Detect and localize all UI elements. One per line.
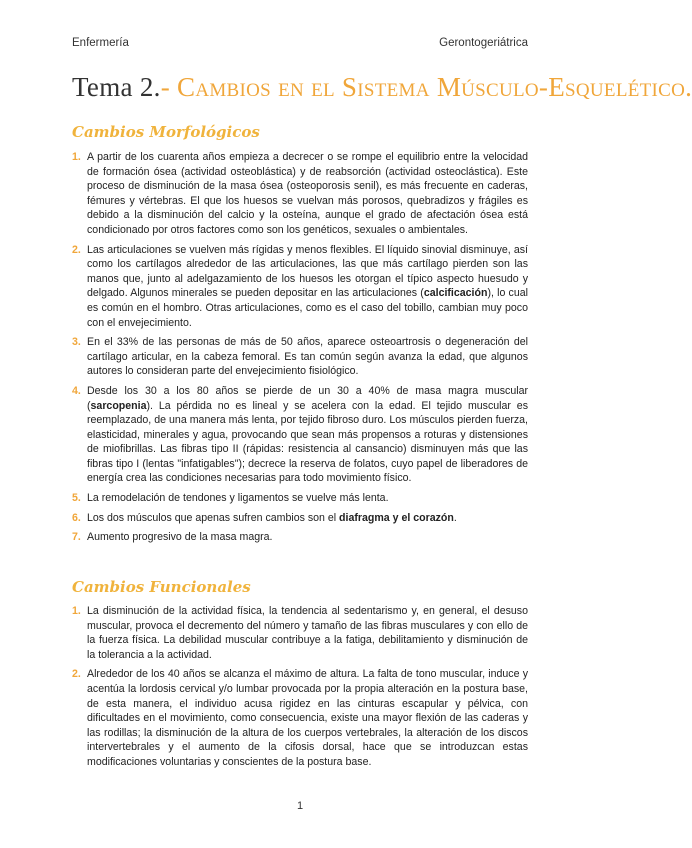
section-heading-funcionales: Cambios Funcionales: [72, 578, 251, 596]
section-heading-morfologicos: Cambios Morfológicos: [72, 123, 260, 141]
list-funcionales: [72, 604, 528, 775]
list-item: 1. A partir de los cuarenta años empieza a decrecer o se rompe el equilibrio entre la velocidad de formación ósea (actividad osteoblástica) y de reabsorción (actividad osteoclástica). Este proceso de disminución de la masa ósea (osteoporosis senil), es más frecuente en caderas, fémures y vértebras. El que los huesos se vuelvan más porosos, quebradizos y frágiles es debido a la disminución del calcio y la osteína, aunque el grado de afectación ósea está condicionado por otros factores como son los genéticos, sexuales o ambientales.: [72, 151, 528, 236]
page-title: [72, 72, 692, 103]
title-prefix: Tema 2.: [72, 72, 161, 102]
list-item: 1. La disminución de la actividad física, la tendencia al sedentarismo y, en general, el desuso muscular, provoca el decremento del número y tamaño de las fibras musculares y con ello de la fuerza física. La debilidad muscular contribuye a la fatiga, debilitamiento y disminución de la tolerancia a la actividad.: [72, 605, 528, 661]
list-item: 2. Las articulaciones se vuelven más rígidas y menos flexibles. El líquido sinovial disminuye, así como los cartílagos alrededor de las articulaciones, las que más cartílago pierden son las manos que, junto al adelgazamiento de los huesos les otorgan el típico aspecto huesudo y delgado. Algunos minerales se pueden depositar en las articulaciones (calcificación), lo cual es común en el hombro. Otras articulaciones, como es el caso del tobillo, cambian muy poco con el envejecimiento.: [72, 243, 528, 329]
list-item: 6. Los dos músculos que apenas sufren cambios son el diafragma y el corazón.: [72, 511, 457, 524]
page-number: 1: [296, 800, 304, 812]
list-item: 2. Alrededor de los 40 años se alcanza el máximo de altura. La falta de tono muscular, induce y acentúa la lordosis cervical y/o lumbar provocada por la propia alteración en la postura base, de esta manera, el individuo acusa rigidez en las cinturas escapular y pélvica, con dificultades en el movimiento, como consecuencia, existe una mayor flexión de las caderas y las rodillas; la disminución de la altura de los cuerpos vertebrales, la alteración de los discos intervertebrales y el aumento de la cifosis dorsal, hace que se introduzcan estas modificaciones voluntarias y conscientes de la postura base.: [72, 668, 528, 768]
list-item: 7. Aumento progresivo de la masa magra.: [72, 531, 273, 544]
header-left: Enfermería: [72, 37, 129, 49]
list-morfologicos: [72, 150, 528, 550]
header-right: Gerontogeriátrica: [439, 37, 528, 49]
list-item: 3. En el 33% de las personas de más de 50 años, aparece osteoartrosis o degeneración del cartílago articular, en la cabeza femoral. Es tan común según avanza la edad, que algunos autores lo consideran parte del envejecimiento fisiológico.: [72, 336, 528, 378]
list-item: 4. Desde los 30 a los 80 años se pierde de un 30 a 40% de masa magra muscular (sarcopenia). La pérdida no es lineal y se acelera con la edad. El tejido muscular es reemplazado, de una manera más lenta, por tejido fibroso duro. Los músculos pierden fuerza, elasticidad, minerales y agua, provocando que sean más propensos a roturas y distensiones de miofibrillas. Las fibras tipo II (rápidas: resistencia al cansancio) disminuyen más que las fibras tipo I (lentas "infatigables"); decrece la reserva de folatos, cuyo papel de liberadores de energía crea las condiciones necesarias para todo movimiento físico.: [72, 384, 528, 485]
title-main: - Cambios en el Sistema Músculo-Esquelético.: [160, 72, 692, 102]
list-item: 5. La remodelación de tendones y ligamentos se vuelve más lenta.: [72, 492, 389, 505]
